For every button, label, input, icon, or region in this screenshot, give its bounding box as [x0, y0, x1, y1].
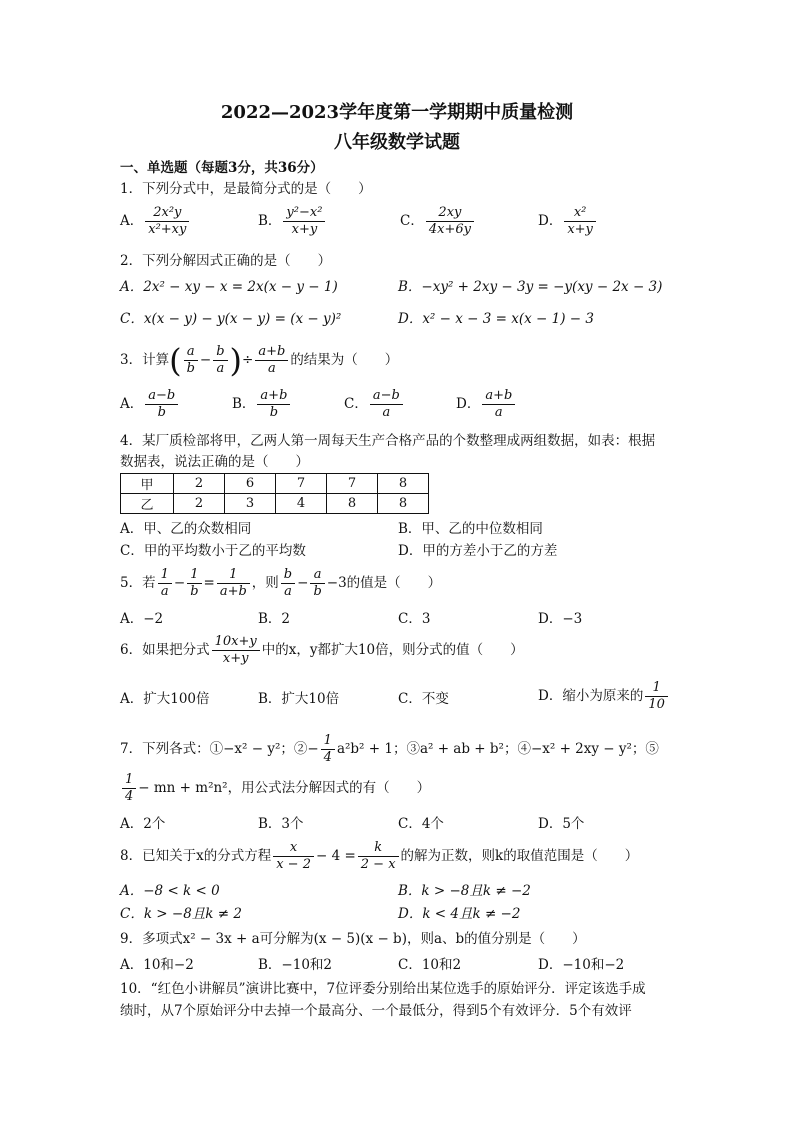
q2-option-d: D．x² − x − 3 = x(x − 1) − 3: [398, 311, 594, 327]
q10-stem-line1: 10．“红色小讲解员”演讲比赛中，7位评委分别给出某位选手的原始评分．评定该选手成: [120, 981, 646, 997]
q6-option-b: B．扩大10倍: [258, 691, 340, 707]
q8-stem: 8．已知关于x的分式方程 $\frac{x}{x - 2}$ − 4 = $\frac{k}{2 - x}$ 的解为正数，则k的取值范围是（ ）: [120, 840, 639, 872]
q2-option-a: A．2x² − xy − x = 2x(x − y − 1): [120, 279, 338, 295]
q3-option-d: D． $\frac{a+b}{a}$: [456, 388, 517, 421]
table-cell: 乙: [121, 494, 174, 514]
q2-option-c: C．x(x − y) − y(x − y) = (x − y)²: [120, 311, 342, 327]
q6-option-c: C．不变: [398, 691, 449, 707]
table-cell: 3: [225, 494, 276, 514]
table-cell: 2: [174, 494, 225, 514]
q8-option-b: B．k > −8且k ≠ −2: [398, 883, 531, 899]
table-cell: 8: [327, 494, 378, 514]
q3-stem: 3．计算( $\frac{a}{b}$ − $\frac{b}{a}$ )÷ $\frac{a+b}{a}$ 的结果为（ ）: [120, 341, 399, 380]
table-cell: 6: [225, 474, 276, 494]
q7-option-a: A．2个: [120, 816, 166, 832]
q6-option-d: D．缩小为原来的 $\frac{1}{10}$: [538, 680, 670, 713]
q8-option-c: C．k > −8且k ≠ 2: [120, 906, 242, 922]
q3-option-c: C． $\frac{a-b}{a}$: [344, 388, 405, 421]
q5-option-a: A．−2: [120, 611, 164, 627]
q1-stem: 1．下列分式中，是最简分式的是（ ）: [120, 181, 372, 197]
table-cell: 4: [276, 494, 327, 514]
q6-stem: 6．如果把分式 $\frac{10x+y}{x+y}$ 中的x，y都扩大10倍，则分式的值（ ）: [120, 634, 524, 666]
table-row: [121, 474, 429, 494]
q5-option-d: D．−3: [538, 611, 583, 627]
q7-stem-line1: 7．下列各式：①−x² − y²；②− $\frac{1}{4}$ a²b² + 1；③a² + ab + b²；④−x² + 2xy − y²；⑤: [120, 733, 659, 765]
q8-option-a: A．−8 < k < 0: [120, 883, 220, 899]
q3-option-b: B． $\frac{a+b}{b}$: [232, 388, 292, 421]
section-title: 一、单选题（每题3分，共36分）: [120, 160, 324, 176]
q9-option-d: D．−10和−2: [538, 957, 625, 973]
q9-option-c: C．10和2: [398, 957, 462, 973]
q10-stem-line2: 绩时，从7个原始评分中去掉一个最高分、一个最低分，得到5个有效评分．5个有效评: [120, 1003, 632, 1019]
q1-option-a: A． $\frac{\text{2x²y}}{\text{x²+xy}}$: [120, 205, 191, 238]
table-cell: 8: [378, 474, 429, 494]
q2-stem: 2．下列分解因式正确的是（ ）: [120, 253, 332, 269]
q4-option-b: B．甲、乙的中位数相同: [398, 521, 543, 537]
q2-option-b: B．−xy² + 2xy − 3y = −y(xy − 2x − 3): [398, 279, 663, 295]
table-cell: 7: [276, 474, 327, 494]
q4-stem-line1: 4．某厂质检部将甲，乙两人第一周每天生产合格产品的个数整理成两组数据，如表：根据: [120, 433, 656, 449]
q7-option-d: D．5个: [538, 816, 585, 832]
q1-option-b: B． $\frac{\text{y²−x²}}{x+y}$: [258, 205, 327, 238]
q5-stem: 5．若 $\frac{1}{a}$ − $\frac{1}{b}$ = $\frac{1}{a+b}$ ，则 $\frac{b}{a}$ − $\frac{a}{b}$ −3的值是（ ）: [120, 567, 442, 599]
q1-option-d: D． $\frac{\text{x²}}{x+y}$: [538, 205, 598, 238]
q3-option-a: A． $\frac{a-b}{b}$: [120, 388, 180, 421]
q4-data-table: [120, 473, 429, 514]
q6-option-a: A．扩大100倍: [120, 691, 210, 707]
table-row: [121, 494, 429, 514]
exam-title: 2022—2023学年度第一学期期中质量检测: [220, 102, 574, 123]
q4-option-c: C．甲的平均数小于乙的平均数: [120, 543, 306, 559]
exam-subtitle: 八年级数学试题: [334, 132, 460, 153]
q1-option-c: C． $\frac{2xy}{4x+6y}$: [400, 205, 476, 238]
q8-option-d: D．k < 4且k ≠ −2: [398, 906, 521, 922]
q5-option-c: C．3: [398, 611, 431, 627]
q9-option-a: A．10和−2: [120, 957, 194, 973]
table-cell: 8: [378, 494, 429, 514]
table-cell: 甲: [121, 474, 174, 494]
q5-option-b: B．2: [258, 611, 291, 627]
q4-option-d: D．甲的方差小于乙的方差: [398, 543, 558, 559]
q4-option-a: A．甲、乙的众数相同: [120, 521, 252, 537]
q7-option-c: C．4个: [398, 816, 444, 832]
q4-stem-line2: 数据表，说法正确的是（ ）: [120, 454, 309, 470]
table-cell: 7: [327, 474, 378, 494]
q7-option-b: B．3个: [258, 816, 304, 832]
q9-option-b: B．−10和2: [258, 957, 332, 973]
q7-stem-line2: $\frac{1}{4}$ − mn + m²n²，用公式法分解因式的有（ ）: [120, 772, 430, 805]
table-cell: 2: [174, 474, 225, 494]
q9-stem: 9．多项式x² − 3x + a可分解为(x − 5)(x − b)，则a、b的值分别是（ ）: [120, 931, 586, 947]
